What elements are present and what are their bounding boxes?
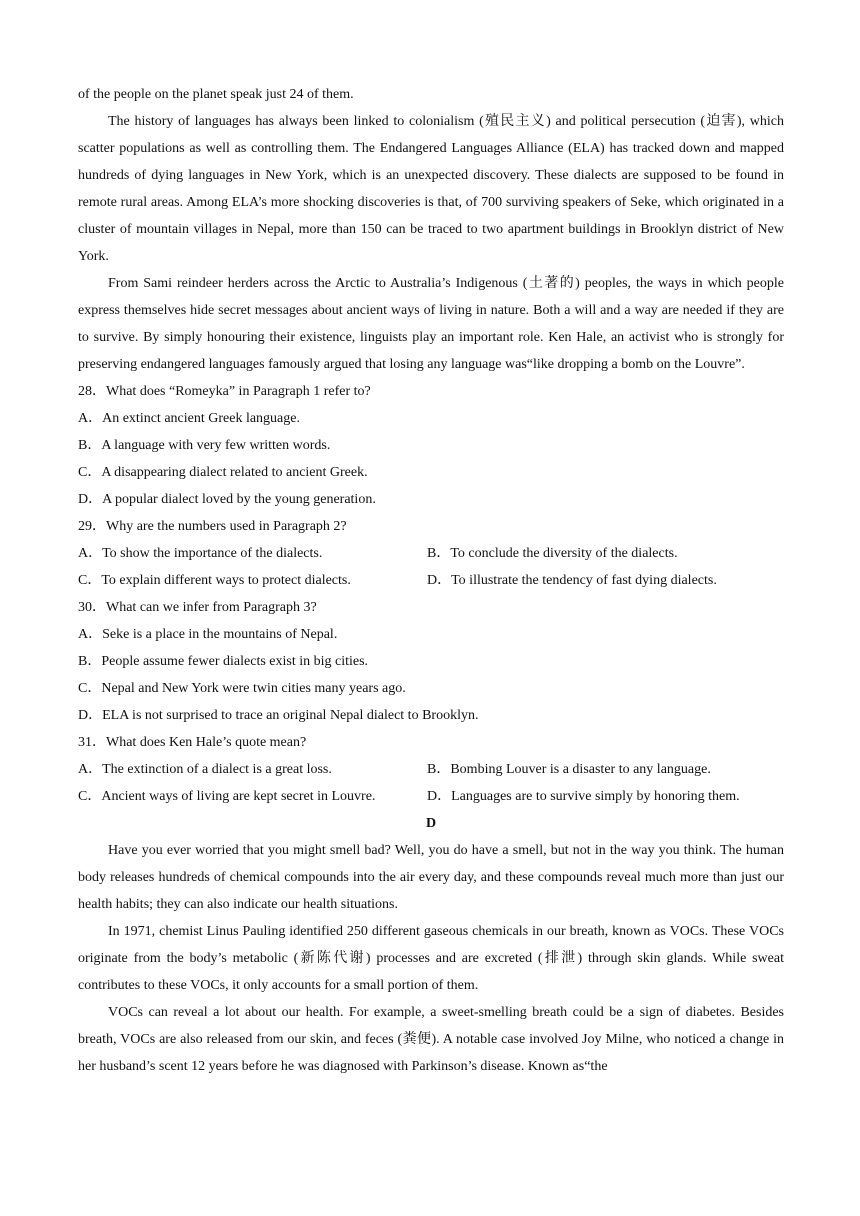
question-28 — [78, 378, 784, 513]
paragraph-vocs-health: VOCs can reveal a lot about our health. For example, a sweet-smelling breath could be a sign of diabetes. Besides breath, VOCs are also released from our skin, and feces (粪便). A notable case involved Joy Milne, who noticed a change in her husband’s scent 12 years before he was diagnosed with Parkinson’s disease. Known as“the — [78, 1005, 784, 1074]
option-row — [78, 567, 784, 594]
option-d: D．Languages are to survive simply by honoring them. — [427, 789, 740, 804]
option-row — [78, 756, 784, 783]
question-stem: 30．What can we infer from Paragraph 3? — [78, 600, 317, 615]
question-stem: 28．What does “Romeyka” in Paragraph 1 refer to? — [78, 384, 371, 399]
question-stem: 29．Why are the numbers used in Paragraph 2? — [78, 519, 347, 534]
option-c: C．A disappearing dialect related to ancient Greek. — [78, 465, 368, 480]
option-c: C．To explain different ways to protect dialects. — [78, 573, 351, 588]
paragraph-smell: Have you ever worried that you might smell bad? Well, you do have a smell, but not in the way you think. The human body releases hundreds of chemical compounds into the air every day, and these compounds reveal much more than just our health habits; they can also indicate our health situations. — [78, 843, 784, 912]
option-c: C．Nepal and New York were twin cities many years ago. — [78, 681, 406, 696]
paragraph-indigenous: From Sami reindeer herders across the Arctic to Australia’s Indigenous (土著的) peoples, the ways in which people express themselves hide secret messages about ancient ways of living in nature. Both a will and a way are needed if they are to survive. By simply honouring their existence, linguists play an important role. Ken Hale, an activist who is strongly for preserving endangered languages famously argued that losing any language was“like dropping a bomb on the Louvre”. — [78, 276, 784, 372]
paragraph-pauling: In 1971, chemist Linus Pauling identified 250 different gaseous chemicals in our breath, known as VOCs. These VOCs originate from the body’s metabolic (新陈代谢) processes and are excreted (排泄) through skin glands. While sweat contributes to these VOCs, it only accounts for a small portion of them. — [78, 924, 784, 993]
option-d: D．ELA is not surprised to trace an original Nepal dialect to Brooklyn. — [78, 708, 479, 723]
option-d: D．A popular dialect loved by the young generation. — [78, 492, 376, 507]
option-d: D．To illustrate the tendency of fast dying dialects. — [427, 573, 717, 588]
section-heading: D — [425, 816, 437, 831]
option-row — [78, 783, 784, 810]
option-c: C．Ancient ways of living are kept secret in Louvre. — [78, 789, 376, 804]
question-stem: 31．What does Ken Hale’s quote mean? — [78, 735, 307, 750]
option-a: A．The extinction of a dialect is a great loss. — [78, 762, 332, 777]
option-a: A．An extinct ancient Greek language. — [78, 411, 300, 426]
option-b: B．People assume fewer dialects exist in big cities. — [78, 654, 369, 669]
option-b: B．Bombing Louver is a disaster to any language. — [427, 762, 711, 777]
question-31 — [78, 729, 784, 810]
option-a: A．To show the importance of the dialects. — [78, 546, 323, 561]
paragraph-colonialism: The history of languages has always been linked to colonialism (殖民主义) and political persecution (迫害), which scatter populations as well as controlling them. The Endangered Languages Alliance (ELA) has tracked down and mapped hundreds of dying languages in New York, which is an unexpected discovery. These dialects are supposed to be found in remote rural areas. Among ELA’s more shocking discoveries is that, of 700 surviving speakers of Seke, which originated in a cluster of mountain villages in Nepal, more than 150 can be traced to two apartment buildings in Brooklyn district of New York. — [78, 114, 784, 264]
option-b: B．A language with very few written words. — [78, 438, 331, 453]
continued-text-line: of the people on the planet speak just 24 of them. — [78, 87, 354, 102]
question-30 — [78, 594, 784, 729]
option-a: A．Seke is a place in the mountains of Nepal. — [78, 627, 338, 642]
option-row — [78, 540, 784, 567]
question-29 — [78, 513, 784, 594]
option-b: B．To conclude the diversity of the dialects. — [427, 546, 678, 561]
